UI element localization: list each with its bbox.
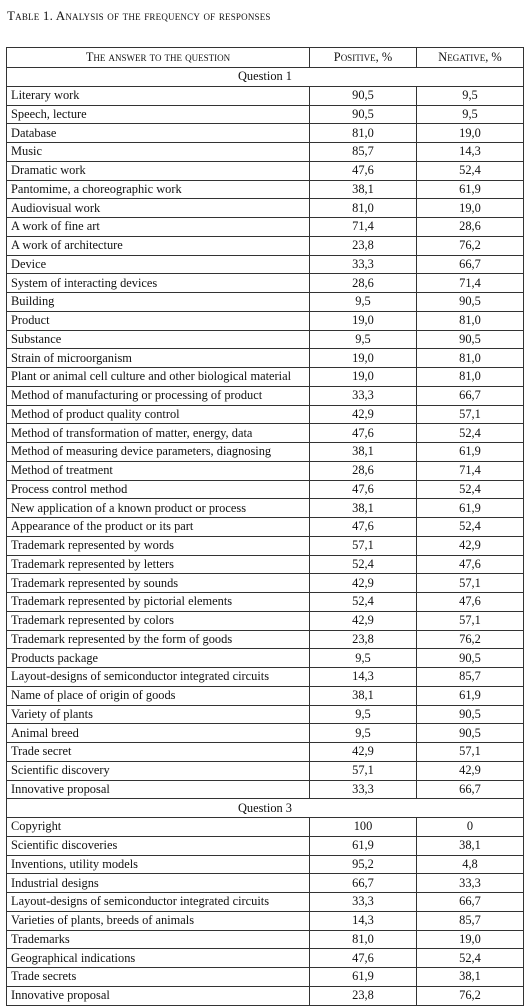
table-row xyxy=(7,705,524,724)
table-row xyxy=(7,368,524,387)
table-row xyxy=(7,461,524,480)
frequency-table xyxy=(6,47,524,1006)
negative-cell: 57,1 xyxy=(417,611,524,630)
answer-cell: Database xyxy=(7,124,310,143)
positive-cell: 9,5 xyxy=(310,705,417,724)
table-row xyxy=(7,424,524,443)
negative-cell: 19,0 xyxy=(417,124,524,143)
table-row xyxy=(7,405,524,424)
answer-cell: New application of a known product or process xyxy=(7,499,310,518)
answer-cell: Product xyxy=(7,311,310,330)
negative-cell: 38,1 xyxy=(417,968,524,987)
positive-cell: 9,5 xyxy=(310,649,417,668)
answer-cell: Pantomime, a choreographic work xyxy=(7,180,310,199)
table-row xyxy=(7,105,524,124)
negative-cell: 19,0 xyxy=(417,199,524,218)
section-title: Question 3 xyxy=(7,799,524,818)
negative-cell: 9,5 xyxy=(417,105,524,124)
negative-cell: 90,5 xyxy=(417,705,524,724)
negative-cell: 81,0 xyxy=(417,368,524,387)
positive-cell: 23,8 xyxy=(310,986,417,1005)
table-row xyxy=(7,86,524,105)
answer-cell: Trademark represented by letters xyxy=(7,555,310,574)
negative-cell: 52,4 xyxy=(417,480,524,499)
table-row xyxy=(7,199,524,218)
header-negative: Negative, % xyxy=(417,48,524,68)
answer-cell: Products package xyxy=(7,649,310,668)
answer-cell: Speech, lecture xyxy=(7,105,310,124)
section-row xyxy=(7,68,524,87)
negative-cell: 47,6 xyxy=(417,593,524,612)
answer-cell: Trademark represented by the form of goods xyxy=(7,630,310,649)
answer-cell: Substance xyxy=(7,330,310,349)
positive-cell: 47,6 xyxy=(310,161,417,180)
answer-cell: Plant or animal cell culture and other biological material xyxy=(7,368,310,387)
table-row xyxy=(7,630,524,649)
negative-cell: 28,6 xyxy=(417,218,524,237)
negative-cell: 9,5 xyxy=(417,86,524,105)
answer-cell: Inventions, utility models xyxy=(7,855,310,874)
answer-cell: Scientific discovery xyxy=(7,761,310,780)
answer-cell: Trademark represented by colors xyxy=(7,611,310,630)
positive-cell: 14,3 xyxy=(310,668,417,687)
answer-cell: Geographical indications xyxy=(7,949,310,968)
positive-cell: 9,5 xyxy=(310,330,417,349)
table-row xyxy=(7,668,524,687)
answer-cell: Trade secrets xyxy=(7,968,310,987)
table-row xyxy=(7,649,524,668)
negative-cell: 66,7 xyxy=(417,255,524,274)
negative-cell: 57,1 xyxy=(417,743,524,762)
table-row xyxy=(7,124,524,143)
positive-cell: 38,1 xyxy=(310,686,417,705)
positive-cell: 14,3 xyxy=(310,911,417,930)
answer-cell: Trademark represented by words xyxy=(7,536,310,555)
answer-cell: Scientific discoveries xyxy=(7,836,310,855)
negative-cell: 4,8 xyxy=(417,855,524,874)
negative-cell: 81,0 xyxy=(417,349,524,368)
positive-cell: 23,8 xyxy=(310,236,417,255)
table-row xyxy=(7,930,524,949)
positive-cell: 28,6 xyxy=(310,274,417,293)
negative-cell: 66,7 xyxy=(417,893,524,912)
negative-cell: 66,7 xyxy=(417,780,524,799)
answer-cell: Varieties of plants, breeds of animals xyxy=(7,911,310,930)
positive-cell: 52,4 xyxy=(310,593,417,612)
answer-cell: Method of transformation of matter, energy, data xyxy=(7,424,310,443)
answer-cell: Trademarks xyxy=(7,930,310,949)
positive-cell: 57,1 xyxy=(310,536,417,555)
positive-cell: 28,6 xyxy=(310,461,417,480)
negative-cell: 71,4 xyxy=(417,461,524,480)
positive-cell: 42,9 xyxy=(310,405,417,424)
answer-cell: Industrial designs xyxy=(7,874,310,893)
table-row xyxy=(7,218,524,237)
positive-cell: 33,3 xyxy=(310,255,417,274)
table-row xyxy=(7,274,524,293)
negative-cell: 14,3 xyxy=(417,143,524,162)
answer-cell: System of interacting devices xyxy=(7,274,310,293)
table-row xyxy=(7,255,524,274)
answer-cell: Building xyxy=(7,293,310,312)
negative-cell: 33,3 xyxy=(417,874,524,893)
answer-cell: Music xyxy=(7,143,310,162)
table-row xyxy=(7,818,524,837)
positive-cell: 38,1 xyxy=(310,443,417,462)
negative-cell: 90,5 xyxy=(417,649,524,668)
negative-cell: 42,9 xyxy=(417,761,524,780)
answer-cell: Method of treatment xyxy=(7,461,310,480)
answer-cell: Dramatic work xyxy=(7,161,310,180)
negative-cell: 85,7 xyxy=(417,911,524,930)
table-row xyxy=(7,443,524,462)
table-row xyxy=(7,180,524,199)
table-row xyxy=(7,349,524,368)
positive-cell: 47,6 xyxy=(310,518,417,537)
answer-cell: Process control method xyxy=(7,480,310,499)
positive-cell: 9,5 xyxy=(310,724,417,743)
negative-cell: 76,2 xyxy=(417,236,524,255)
negative-cell: 90,5 xyxy=(417,724,524,743)
answer-cell: Trademark represented by pictorial elements xyxy=(7,593,310,612)
negative-cell: 76,2 xyxy=(417,986,524,1005)
table-row xyxy=(7,386,524,405)
table-row xyxy=(7,555,524,574)
positive-cell: 19,0 xyxy=(310,349,417,368)
table-row xyxy=(7,143,524,162)
positive-cell: 33,3 xyxy=(310,386,417,405)
table-row xyxy=(7,761,524,780)
table-row xyxy=(7,743,524,762)
answer-cell: Trade secret xyxy=(7,743,310,762)
negative-cell: 52,4 xyxy=(417,424,524,443)
answer-cell: Variety of plants xyxy=(7,705,310,724)
table-caption: Table 1. Analysis of the frequency of responses xyxy=(7,8,271,23)
table-row xyxy=(7,161,524,180)
positive-cell: 47,6 xyxy=(310,424,417,443)
answer-cell: Name of place of origin of goods xyxy=(7,686,310,705)
positive-cell: 61,9 xyxy=(310,836,417,855)
answer-cell: Method of product quality control xyxy=(7,405,310,424)
positive-cell: 95,2 xyxy=(310,855,417,874)
positive-cell: 61,9 xyxy=(310,968,417,987)
positive-cell: 19,0 xyxy=(310,368,417,387)
header-row xyxy=(7,48,524,68)
answer-cell: Innovative proposal xyxy=(7,986,310,1005)
negative-cell: 61,9 xyxy=(417,686,524,705)
positive-cell: 19,0 xyxy=(310,311,417,330)
positive-cell: 47,6 xyxy=(310,480,417,499)
positive-cell: 38,1 xyxy=(310,180,417,199)
negative-cell: 90,5 xyxy=(417,330,524,349)
negative-cell: 52,4 xyxy=(417,518,524,537)
table-row xyxy=(7,611,524,630)
table-row xyxy=(7,574,524,593)
table-row xyxy=(7,311,524,330)
positive-cell: 33,3 xyxy=(310,780,417,799)
negative-cell: 47,6 xyxy=(417,555,524,574)
negative-cell: 19,0 xyxy=(417,930,524,949)
table-row xyxy=(7,874,524,893)
negative-cell: 61,9 xyxy=(417,499,524,518)
negative-cell: 90,5 xyxy=(417,293,524,312)
answer-cell: Strain of microorganism xyxy=(7,349,310,368)
table-row xyxy=(7,911,524,930)
positive-cell: 42,9 xyxy=(310,743,417,762)
answer-cell: Innovative proposal xyxy=(7,780,310,799)
positive-cell: 85,7 xyxy=(310,143,417,162)
positive-cell: 71,4 xyxy=(310,218,417,237)
negative-cell: 38,1 xyxy=(417,836,524,855)
positive-cell: 66,7 xyxy=(310,874,417,893)
negative-cell: 66,7 xyxy=(417,386,524,405)
positive-cell: 42,9 xyxy=(310,611,417,630)
table-row xyxy=(7,236,524,255)
header-positive: Positive, % xyxy=(310,48,417,68)
positive-cell: 52,4 xyxy=(310,555,417,574)
positive-cell: 23,8 xyxy=(310,630,417,649)
table-row xyxy=(7,893,524,912)
answer-cell: Trademark represented by sounds xyxy=(7,574,310,593)
negative-cell: 0 xyxy=(417,818,524,837)
positive-cell: 38,1 xyxy=(310,499,417,518)
table-row xyxy=(7,593,524,612)
negative-cell: 57,1 xyxy=(417,574,524,593)
table-row xyxy=(7,686,524,705)
positive-cell: 81,0 xyxy=(310,124,417,143)
table-row xyxy=(7,518,524,537)
positive-cell: 90,5 xyxy=(310,86,417,105)
negative-cell: 81,0 xyxy=(417,311,524,330)
answer-cell: Animal breed xyxy=(7,724,310,743)
answer-cell: A work of architecture xyxy=(7,236,310,255)
negative-cell: 52,4 xyxy=(417,161,524,180)
section-title: Question 1 xyxy=(7,68,524,87)
negative-cell: 57,1 xyxy=(417,405,524,424)
answer-cell: Device xyxy=(7,255,310,274)
table-body xyxy=(7,68,524,1006)
header-answer: The answer to the question xyxy=(7,48,310,68)
positive-cell: 42,9 xyxy=(310,574,417,593)
negative-cell: 76,2 xyxy=(417,630,524,649)
positive-cell: 81,0 xyxy=(310,930,417,949)
positive-cell: 90,5 xyxy=(310,105,417,124)
negative-cell: 85,7 xyxy=(417,668,524,687)
answer-cell: Literary work xyxy=(7,86,310,105)
table-row xyxy=(7,293,524,312)
negative-cell: 61,9 xyxy=(417,180,524,199)
table-row xyxy=(7,780,524,799)
positive-cell: 81,0 xyxy=(310,199,417,218)
table-row xyxy=(7,499,524,518)
positive-cell: 33,3 xyxy=(310,893,417,912)
positive-cell: 9,5 xyxy=(310,293,417,312)
positive-cell: 57,1 xyxy=(310,761,417,780)
answer-cell: Method of measuring device parameters, diagnosing xyxy=(7,443,310,462)
table-row xyxy=(7,855,524,874)
answer-cell: A work of fine art xyxy=(7,218,310,237)
section-row xyxy=(7,799,524,818)
positive-cell: 100 xyxy=(310,818,417,837)
answer-cell: Method of manufacturing or processing of product xyxy=(7,386,310,405)
table-row xyxy=(7,836,524,855)
table-row xyxy=(7,480,524,499)
answer-cell: Layout-designs of semiconductor integrated circuits xyxy=(7,668,310,687)
answer-cell: Layout-designs of semiconductor integrated circuits xyxy=(7,893,310,912)
table-row xyxy=(7,724,524,743)
negative-cell: 61,9 xyxy=(417,443,524,462)
answer-cell: Audiovisual work xyxy=(7,199,310,218)
negative-cell: 71,4 xyxy=(417,274,524,293)
answer-cell: Appearance of the product or its part xyxy=(7,518,310,537)
table-row xyxy=(7,330,524,349)
table-row xyxy=(7,949,524,968)
answer-cell: Copyright xyxy=(7,818,310,837)
table-row xyxy=(7,986,524,1005)
table-row xyxy=(7,968,524,987)
negative-cell: 42,9 xyxy=(417,536,524,555)
negative-cell: 52,4 xyxy=(417,949,524,968)
table-row xyxy=(7,536,524,555)
positive-cell: 47,6 xyxy=(310,949,417,968)
